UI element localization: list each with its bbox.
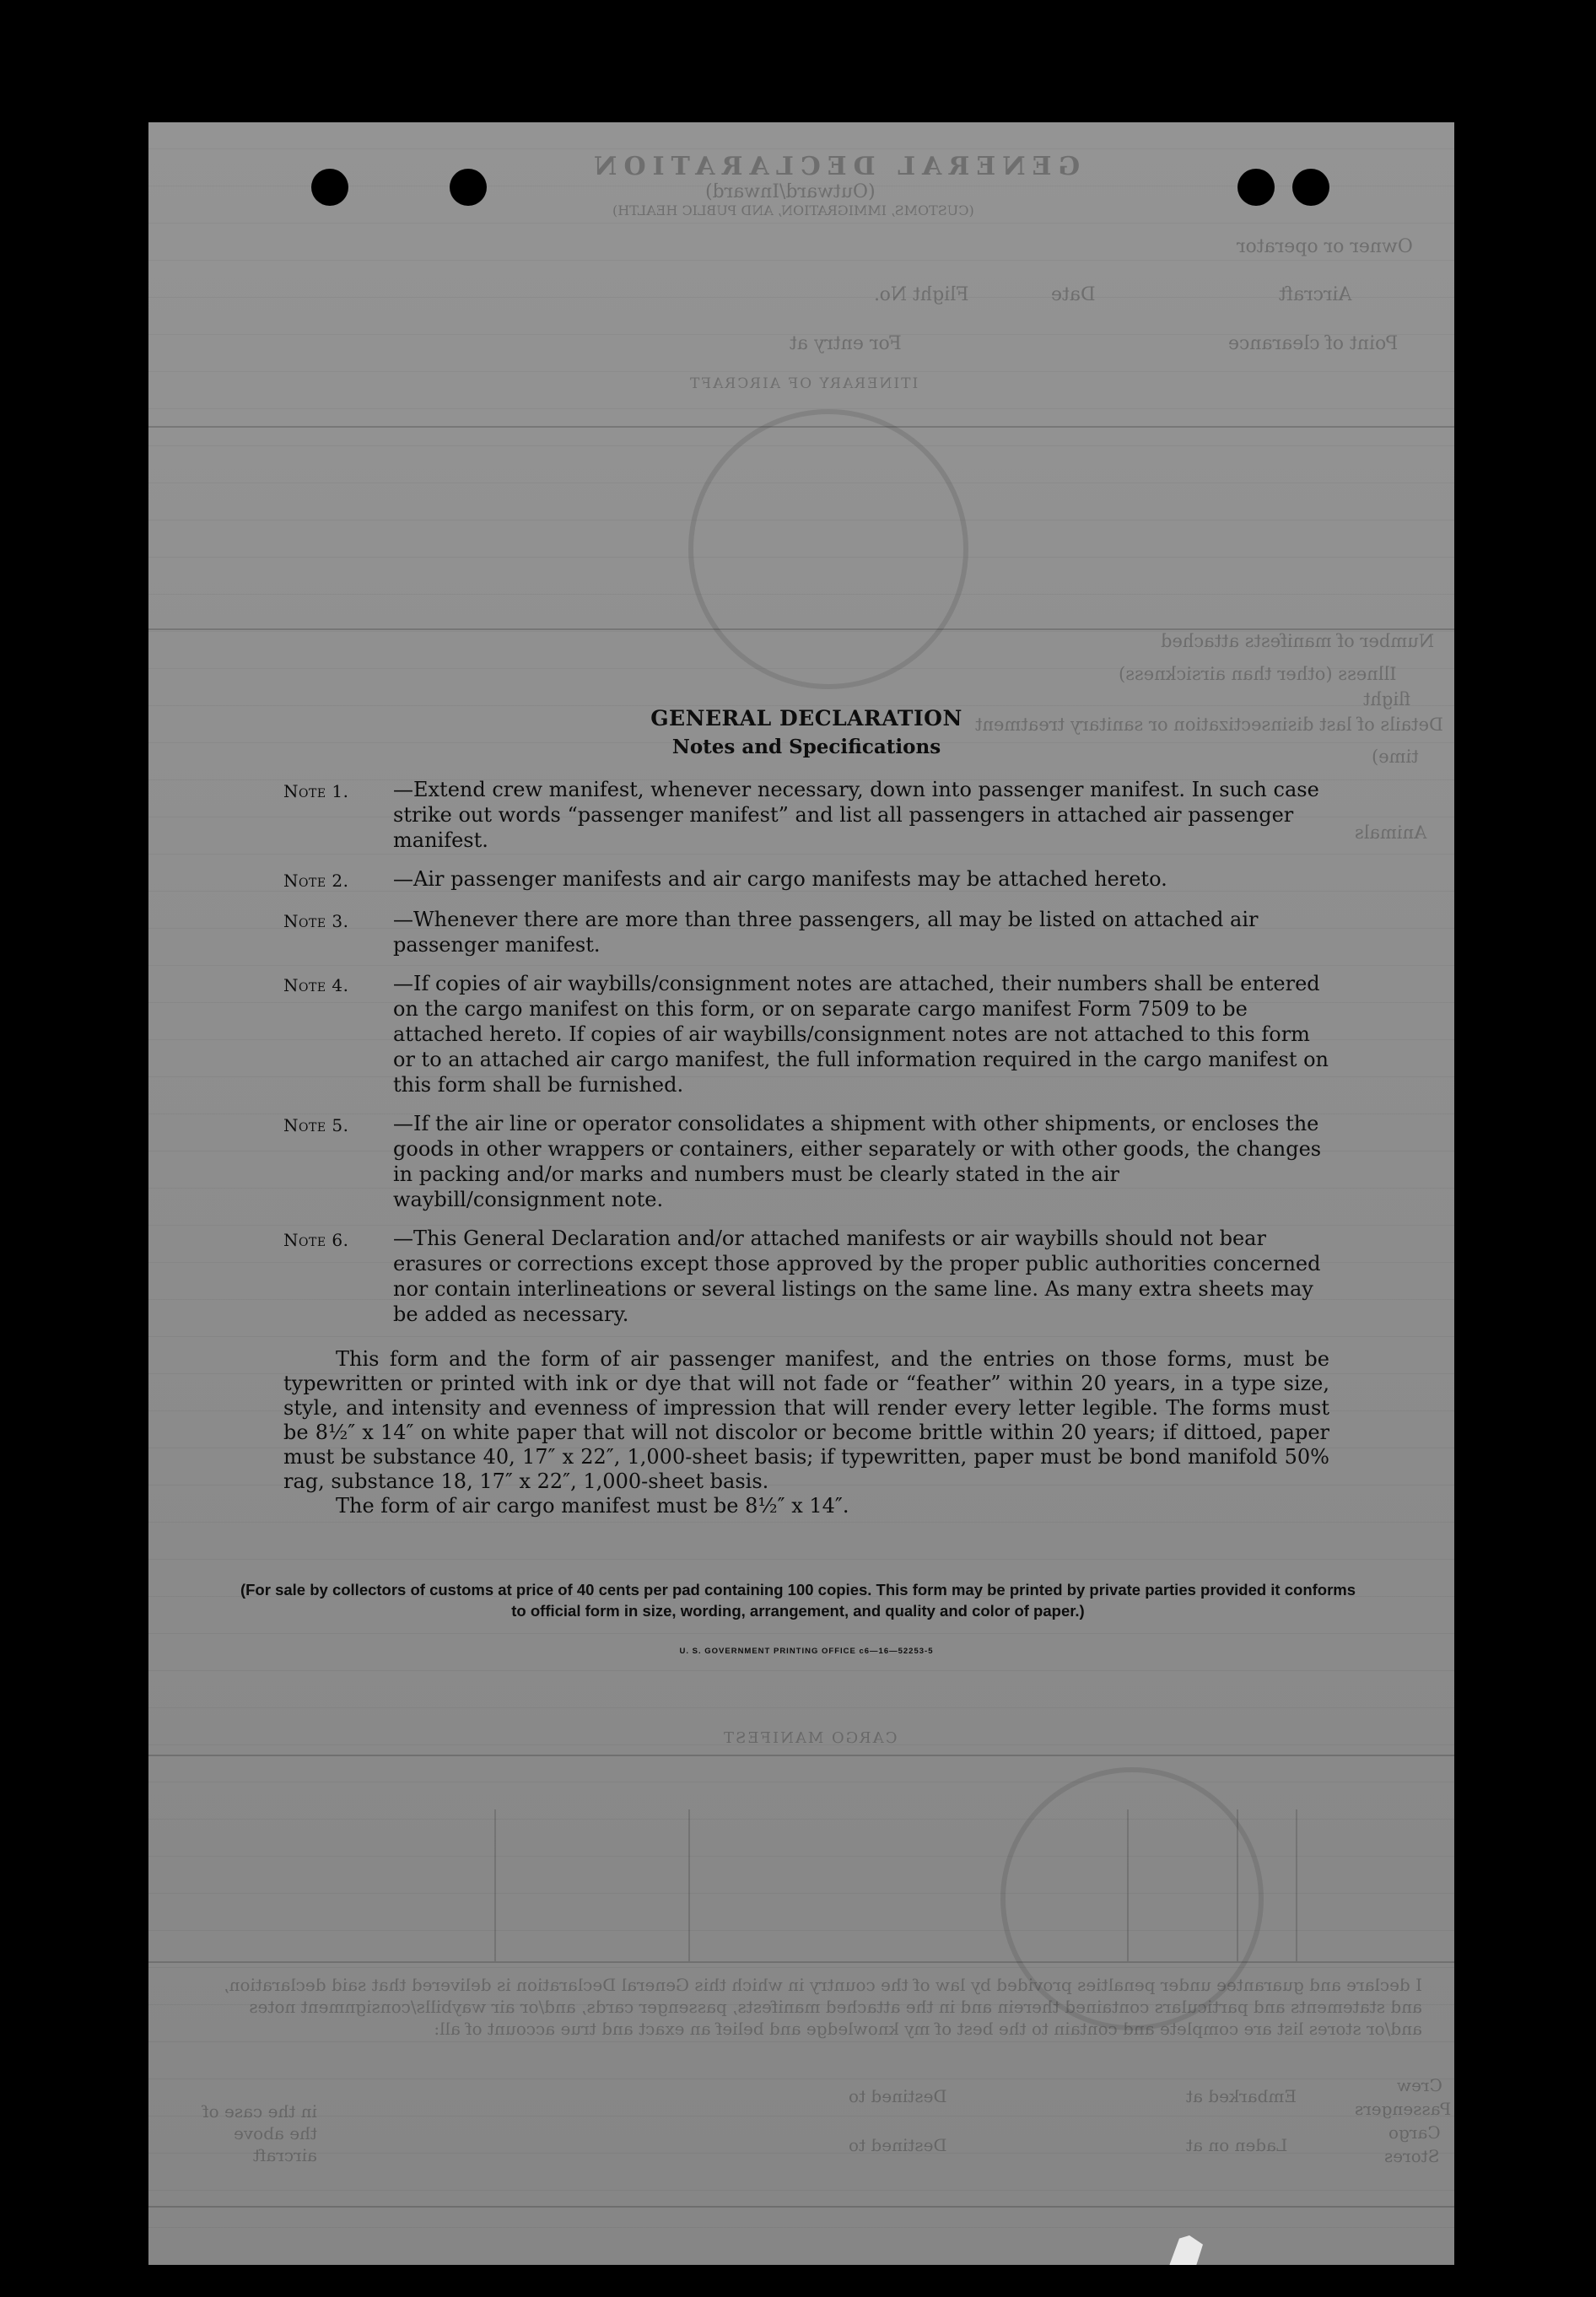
note-text: —Extend crew manifest, whenever necessary, down into passenger manifest. In such case strike out words “passenger manifest” and list all passengers in attached air passenger manifest. — [393, 778, 1319, 852]
bleed-column — [1237, 1809, 1238, 1961]
bleed-owner: Owner or operator — [1237, 236, 1413, 257]
bleed-flight-no: Flight No. — [874, 284, 969, 305]
note-4 — [283, 971, 1329, 1097]
note-label: Note 4. — [283, 975, 349, 995]
bleed-rule — [148, 2206, 1454, 2208]
bleed-cargo-manifest: CARGO MANIFEST — [722, 1729, 898, 1747]
bleed-crew: Crew — [1397, 2075, 1442, 2095]
note-label: Note 3. — [283, 911, 349, 931]
bleed-laden-on-at: Laden on at — [1186, 2135, 1288, 2155]
note-5 — [283, 1111, 1329, 1212]
note-2 — [283, 866, 1329, 893]
note-3 — [283, 907, 1329, 957]
note-text: —Air passenger manifests and air cargo manifests may be attached hereto. — [393, 867, 1167, 891]
form-title: GENERAL DECLARATION — [650, 706, 962, 731]
punch-hole — [1237, 169, 1275, 206]
note-label: Note 2. — [283, 871, 349, 891]
bleed-for-entry-at: For entry at — [790, 333, 902, 354]
paper-tear — [1169, 2235, 1203, 2265]
notes-and-specifications — [240, 706, 1356, 1656]
bleed-rule — [148, 1961, 1454, 1963]
note-text: —If copies of air waybills/consignment notes are attached, their numbers shall be entered on the cargo manifest on this form, or on separate cargo manifest Form 7509 to be attached hereto. If copies of air waybills/consignment notes are not attached to this form or to an attached air cargo manifest, the full information required in the cargo manifest on this form shall be furnished. — [393, 972, 1329, 1097]
note-label: Note 6. — [283, 1230, 349, 1250]
sale-notice: (For sale by collectors of customs at price of 40 cents per pad containing 100 copies. This form may be printed by private parties provided it conforms to official form in size, wording, arrangement, and quality and color of paper.) — [240, 1581, 1356, 1620]
bleed-header-agencies: (CUSTOMS, IMMIGRATION, AND PUBLIC HEALTH) — [612, 202, 974, 218]
note-label: Note 5. — [283, 1115, 349, 1135]
bleed-embarked-at: Embarked at — [1186, 2086, 1297, 2106]
note-text: —Whenever there are more than three passengers, all may be listed on attached air passenger manifest. — [393, 908, 1259, 957]
note-1 — [283, 777, 1329, 853]
bleed-point-of-clearance: Point of clearance — [1228, 333, 1399, 354]
bleed-header-title: GENERAL DECLARATION — [587, 152, 1081, 181]
paper-requirements-paragraph: This form and the form of air passenger manifest, and the entries on those forms, must be typewritten or printed with ink or dye that will not fade or “feather” within 20 years, in a type size, style, and intensity and evenness of impression that will render every letter legible. The forms must be 8½″ x 14″ on white paper that will not discolor or become brittle within 20 years; if dittoed, paper must be substance 40, 17″ x 22″, 1,000-sheet basis; if typewritten, paper must be bond manifold 50% rag, substance 18, 17″ x 22″, 1,000-sheet basis. — [283, 1347, 1329, 1493]
bleed-date: Date — [1051, 284, 1096, 305]
bleed-destined-to: Destined to — [849, 2135, 947, 2155]
bleed-rule — [148, 628, 1454, 630]
bleed-rule — [148, 426, 1454, 428]
bleed-illness: Illness (other than airsickness) — [1119, 664, 1397, 684]
bleed-flight: flight — [1363, 689, 1411, 709]
bleed-itinerary: ITINERARY OF AIRCRAFT — [688, 375, 919, 392]
bleed-column — [1127, 1809, 1129, 1961]
bleed-animals: Animals — [1355, 822, 1427, 843]
gpo-imprint: U. S. GOVERNMENT PRINTING OFFICE c6—16—52253-5 — [679, 1647, 934, 1656]
bleed-column — [688, 1809, 690, 1961]
bleed-stores: Stores — [1384, 2146, 1440, 2166]
bleed-declaration: I declare and guarantee under penalties provided by law of the country in which this General Declaration is delivered that said declaration, and statements and particulars contained therein and in the attached manifests, passenger cards, and/or air waybills/consignment notes and/or stores list are complete and contain to the best of my knowledge and belief an exact and true account of all: — [224, 1975, 1422, 2039]
note-label: Note 1. — [283, 781, 349, 801]
punch-hole — [450, 169, 487, 206]
bleed-time: time) — [1372, 747, 1419, 767]
bleed-header-sub: (Outward/Inward) — [705, 181, 876, 202]
note-text: —If the air line or operator consolidates a shipment with other shipments, or encloses the goods in other wrappers or containers, either separately or with other goods, the changes in packing and/or marks and numbers must be clearly stated in the air waybill/consignment note. — [393, 1112, 1322, 1211]
bleed-manifests-attached: Number of manifests attached — [1161, 631, 1435, 651]
punch-hole — [311, 169, 348, 206]
form-subtitle: Notes and Specifications — [671, 736, 941, 758]
bleed-aircraft: Aircraft — [1279, 284, 1352, 305]
bleed-column — [494, 1809, 496, 1961]
bleed-column — [1296, 1809, 1297, 1961]
bleed-destined-to: Destined to — [849, 2086, 947, 2106]
cargo-manifest-size-line: The form of air cargo manifest must be 8½″ x 14″. — [336, 1494, 849, 1518]
faint-stamp — [688, 409, 968, 689]
punch-hole — [1292, 169, 1329, 206]
bleed-in-case-of: in the case of the above aircraft — [202, 2101, 317, 2165]
note-6 — [283, 1226, 1329, 1327]
bleed-rule — [148, 1755, 1454, 1756]
document-page — [148, 122, 1454, 2265]
bleed-passengers: Passengers — [1355, 2099, 1452, 2119]
note-text: —This General Declaration and/or attached manifests or air waybills should not bear erasures or corrections except those approved by the proper public authorities concerned nor contain interlineations or several listings on the same line. As many extra sheets may be added as necessary. — [393, 1227, 1321, 1326]
bleed-disinsectization: Details of last disinsectization or sanitary treatment — [975, 714, 1443, 735]
bleed-cargo: Cargo — [1388, 2122, 1441, 2143]
